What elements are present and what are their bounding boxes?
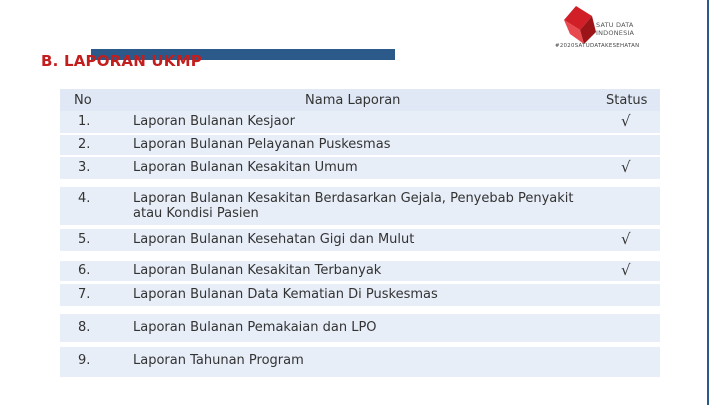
report-name: Laporan Bulanan Kesjaor — [133, 114, 295, 129]
section-title: B. LAPORAN UKMP — [41, 52, 202, 70]
table-row — [60, 284, 660, 306]
table-row — [60, 111, 660, 133]
report-name: Laporan Bulanan Pemakaian dan LPO — [133, 320, 377, 335]
report-name-continued: atau Kondisi Pasien — [133, 206, 259, 221]
table-row — [60, 187, 660, 225]
status-check: √ — [621, 158, 631, 176]
right-accent-line — [707, 0, 709, 405]
hashtag-label: #2020SATUDATAKESEHATAN — [555, 43, 640, 49]
row-number: 6. — [78, 263, 91, 278]
row-number: 1. — [78, 114, 91, 129]
report-name: Laporan Bulanan Kesakitan Umum — [133, 160, 358, 175]
table-row — [60, 157, 660, 179]
table-row — [60, 314, 660, 342]
table-row — [60, 347, 660, 377]
report-name: Laporan Tahunan Program — [133, 353, 304, 368]
table-row — [60, 261, 660, 281]
logo-line-2: INDONESIA — [596, 29, 635, 37]
status-check: √ — [621, 261, 631, 279]
row-number: 8. — [78, 320, 91, 335]
table-row — [60, 135, 660, 155]
logo-text — [596, 21, 656, 37]
status-check: √ — [621, 230, 631, 248]
report-name: Laporan Bulanan Kesakitan Berdasarkan Gejala, Penyebab Penyakit — [133, 191, 574, 206]
report-table — [60, 89, 660, 382]
report-name: Laporan Bulanan Kesakitan Terbanyak — [133, 263, 382, 278]
row-number: 7. — [78, 287, 91, 302]
status-check: √ — [621, 112, 631, 130]
row-number: 4. — [78, 191, 91, 206]
report-name: Laporan Bulanan Data Kematian Di Puskesmas — [133, 287, 438, 302]
logo-line-1: SATU DATA — [596, 21, 634, 29]
table-header — [60, 89, 660, 111]
table-row — [60, 229, 660, 251]
column-header-nama-laporan: Nama Laporan — [305, 93, 401, 108]
column-header-no: No — [74, 93, 92, 108]
row-number: 5. — [78, 232, 91, 247]
column-header-status: Status — [606, 93, 648, 108]
report-name: Laporan Bulanan Kesehatan Gigi dan Mulut — [133, 232, 415, 247]
row-number: 3. — [78, 160, 91, 175]
row-number: 2. — [78, 137, 91, 152]
report-name: Laporan Bulanan Pelayanan Puskesmas — [133, 137, 391, 152]
row-number: 9. — [78, 353, 91, 368]
